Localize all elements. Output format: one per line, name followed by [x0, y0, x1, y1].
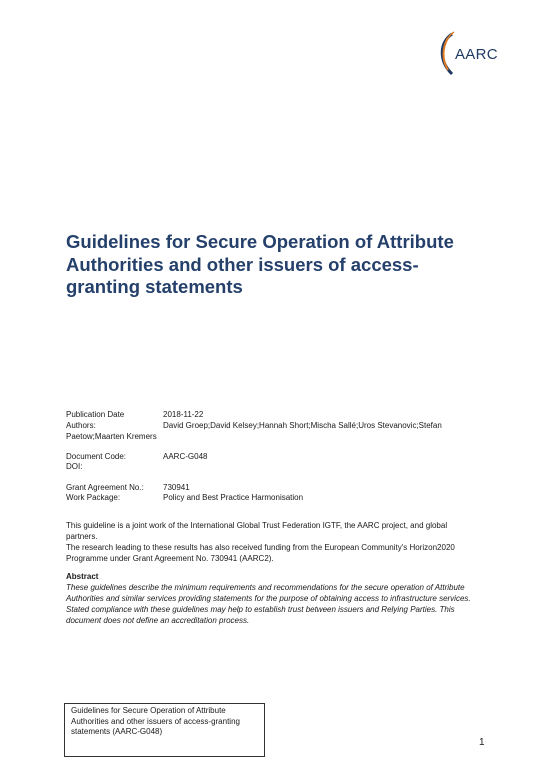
doi-label: DOI: [66, 462, 83, 471]
document-title: Guidelines for Secure Operation of Attribute Authorities and other issuers of access-granting statements [66, 231, 454, 297]
authors-value: David Groep;David Kelsey;Hannah Short;Mischa Sallé;Uros Stevanovic;Stefan Paetow;Maarten Kremers [66, 421, 442, 441]
work-package-value: Policy and Best Practice Harmonisation [163, 493, 304, 502]
publication-date-label: Publication Date [66, 410, 125, 419]
document-code-label: Document Code: [66, 452, 127, 461]
grant-agreement-value: 730941 [163, 483, 190, 492]
funding-paragraph: The research leading to these results has also received funding from the European Community's Horizon2020 Programme under Grant Agreement No. 730941 (AARC2). [66, 543, 455, 563]
intro-paragraph: This guideline is a joint work of the International Global Trust Federation IGTF, the AARC project, and global partners. [66, 521, 448, 541]
abstract-text: These guidelines describe the minimum requirements and recommendations for the secure operation of Attribute Authorities and similar services providing statements for the purpose of obtaining access to infrastructure services. Stated compliance with these guidelines may help to establish trust between issuers and Relying Parties. This document does not define an accreditation process. [66, 583, 471, 625]
logo-wordmark: AARC [455, 46, 498, 63]
grant-agreement-label: Grant Agreement No.: [66, 483, 144, 492]
document-code-value: AARC-G048 [163, 452, 208, 461]
authors-row [66, 421, 466, 442]
publication-date-value: 2018-11-22 [163, 410, 204, 419]
footer-text: Guidelines for Secure Operation of Attribute Authorities and other issuers of access-granting statements (AARC-G048) [71, 706, 240, 736]
work-package-label: Work Package: [66, 493, 121, 502]
page-number: 1 [479, 737, 485, 748]
footer-box [64, 703, 265, 757]
authors-label: Authors: [66, 421, 96, 430]
abstract-heading: Abstract [66, 572, 99, 581]
